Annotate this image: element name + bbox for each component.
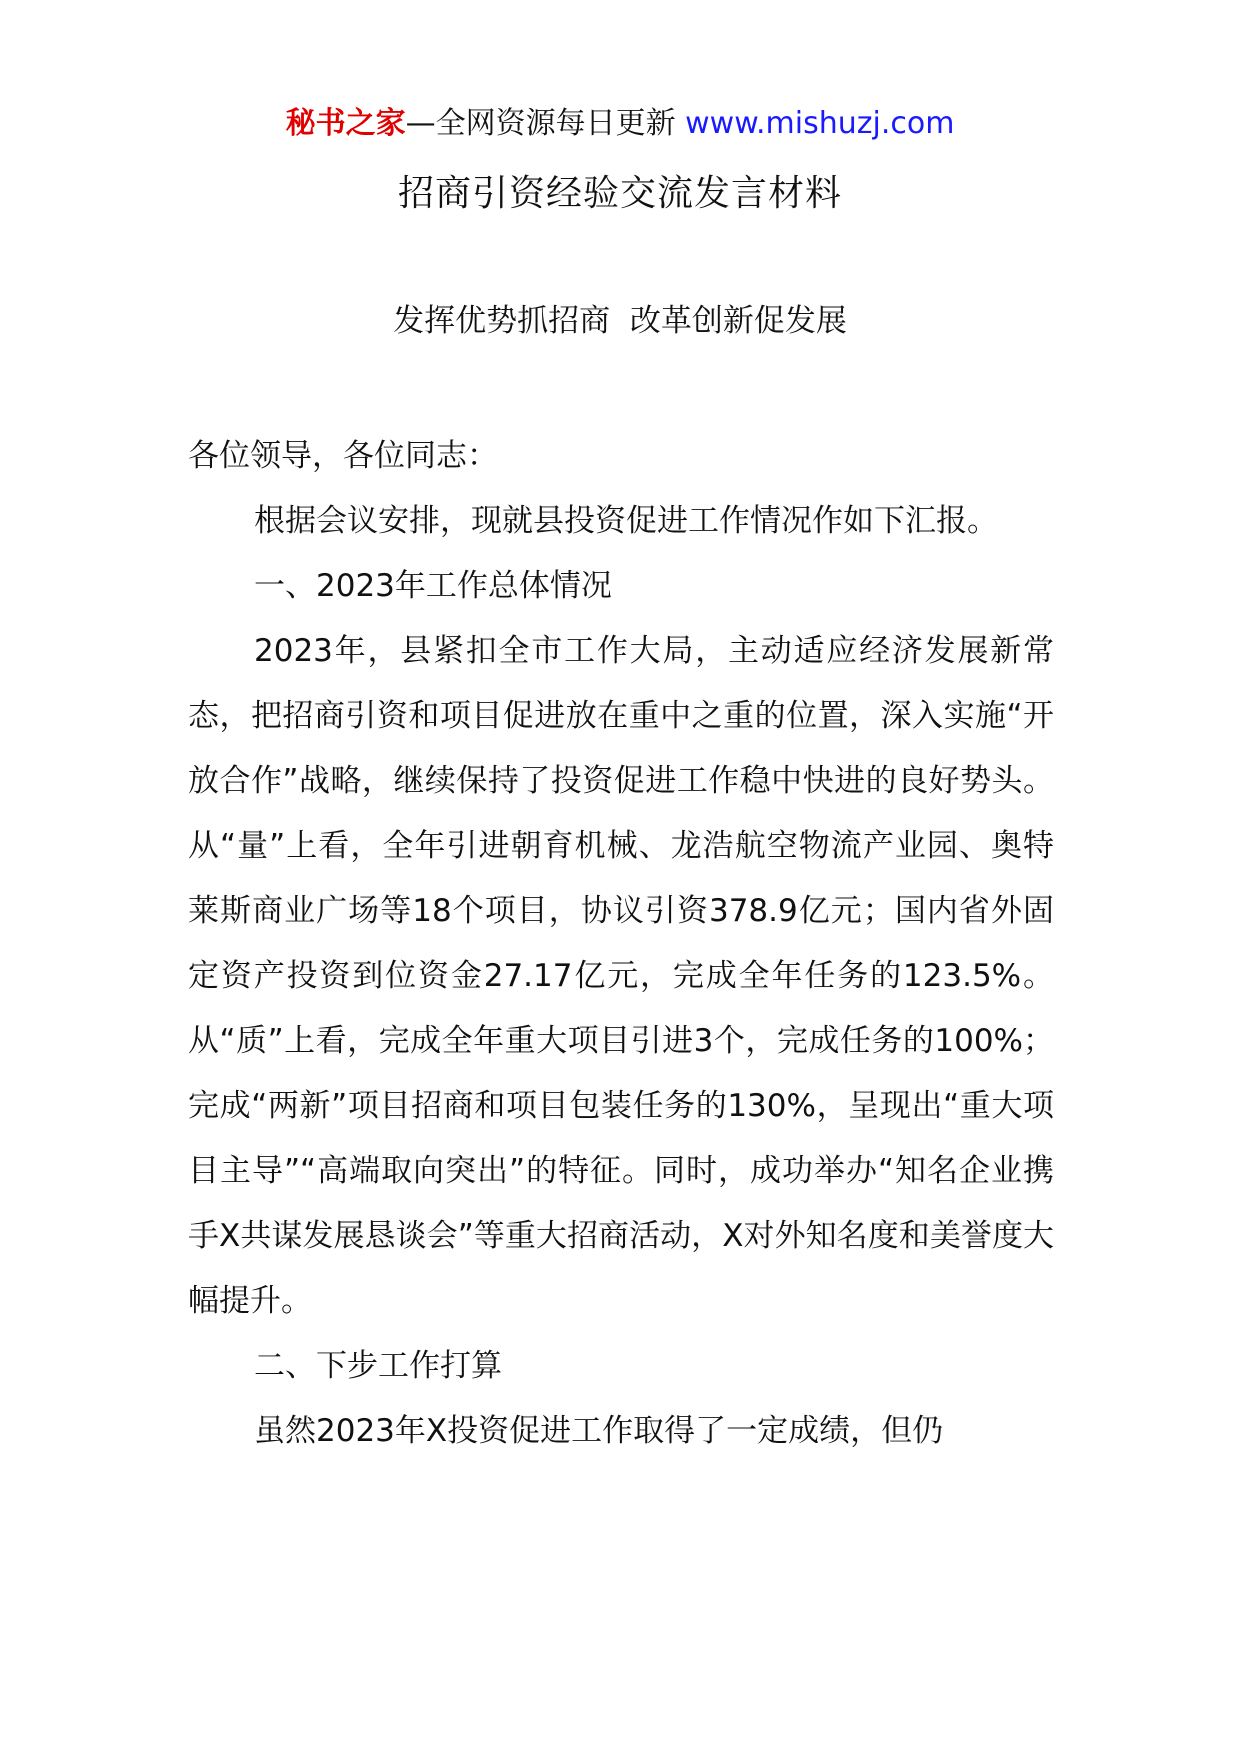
section-1-paragraph: 2023年，县紧扣全市工作大局，主动适应经济发展新常态，把招商引资和项目促进放在重中之重的位置，深入实施“开放合作”战略，继续保持了投资促进工作稳中快进的良好势头。从“量”上看，全年引进朝育机械、龙浩航空物流产业园、奥特莱斯商业广场等18个项目，协议引资378.9亿元；国内省外固定资产投资到位资金27.17亿元，完成全年任务的123.5%。从“质”上看，完成全年重大项目引进3个，完成任务的100%；完成“两新”项目招商和项目包装任务的130%，呈现出“重大项目主导”“高端取向突出”的特征。同时，成功举办“知名企业携手X共谋发展恳谈会”等重大招商活动，X对外知名度和美誉度大幅提升。	[188, 633, 1054, 1319]
section-2-paragraph: 虽然2023年X投资促进工作取得了一定成绩，但仍	[254, 1413, 944, 1449]
site-slogan: —全网资源每日更新	[405, 106, 676, 141]
document-subtitle: 发挥优势抓招商 改革创新促发展	[393, 303, 847, 339]
site-brand: 秘书之家	[285, 106, 406, 141]
intro-paragraph: 根据会议安排，现就县投资促进工作情况作如下汇报。	[254, 503, 998, 539]
section-heading-2: 二、下步工作打算	[254, 1348, 502, 1384]
site-url-link[interactable]: www.mishuzj.com	[685, 106, 955, 141]
document-body	[188, 424, 1054, 1464]
salutation: 各位领导，各位同志：	[188, 438, 498, 474]
site-header	[0, 104, 1240, 144]
section-heading-1: 一、2023年工作总体情况	[254, 568, 612, 604]
document-title: 招商引资经验交流发言材料	[397, 173, 842, 214]
